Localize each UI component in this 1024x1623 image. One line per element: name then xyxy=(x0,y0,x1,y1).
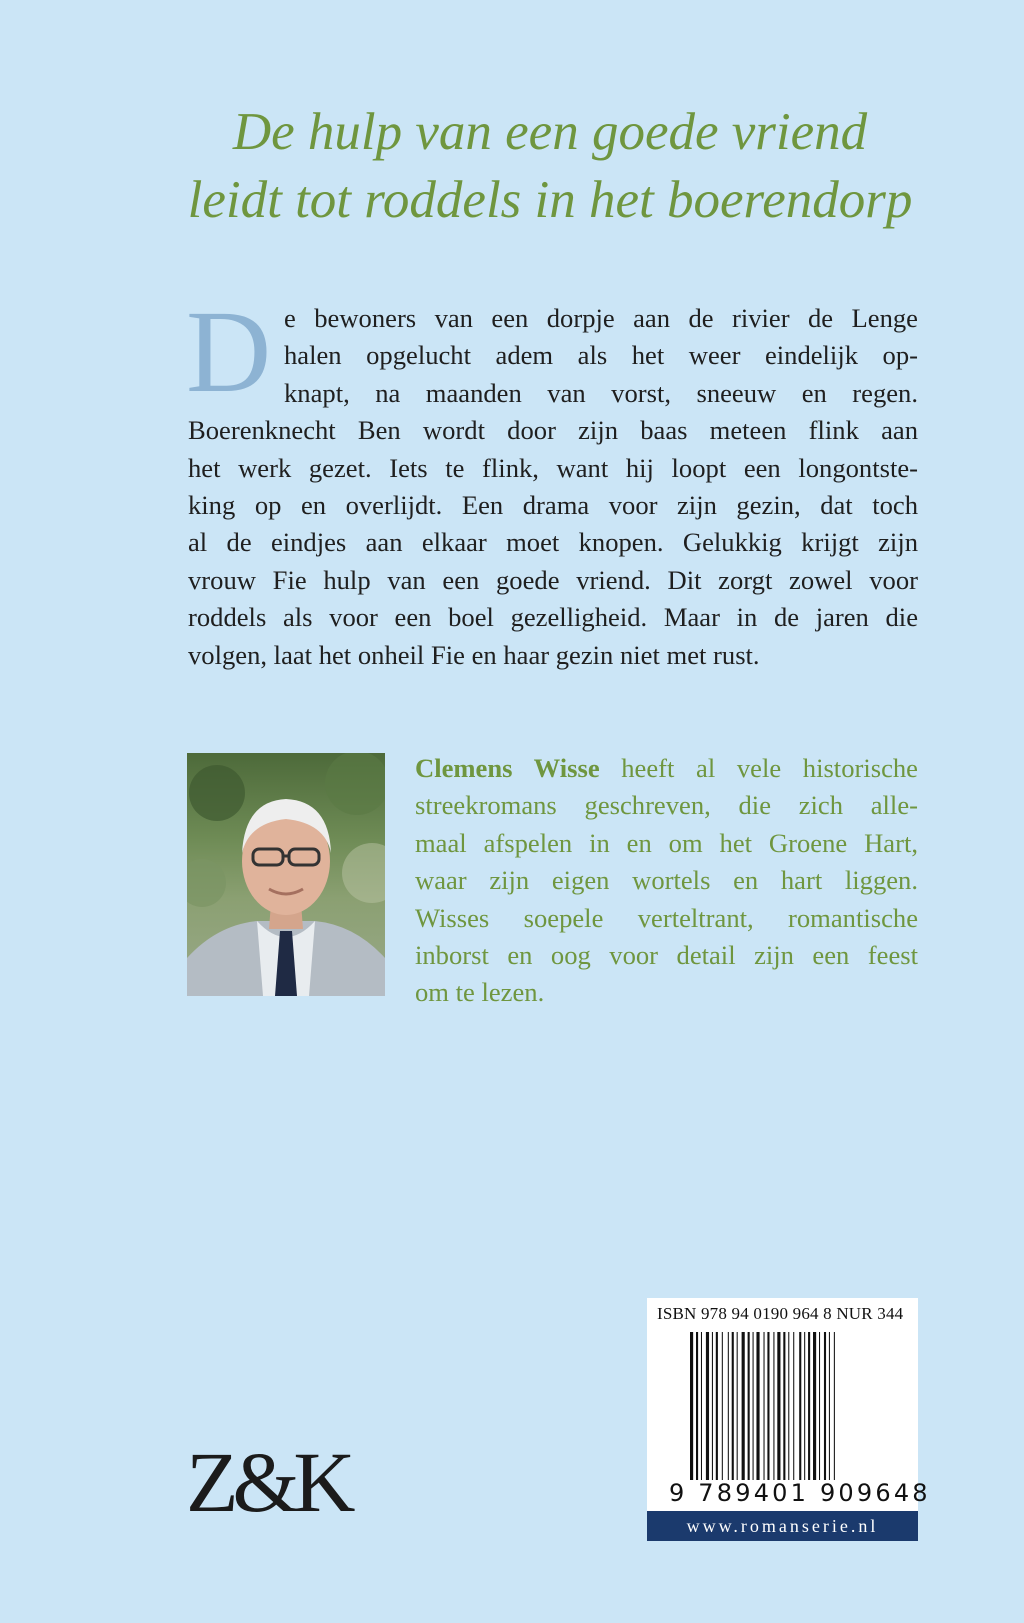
bio-first-line-rest: heeft al vele historische xyxy=(599,753,918,783)
blurb-line: king op en overlijdt. Een drama voor zijn gezin, dat toch xyxy=(188,489,918,520)
blurb-line: roddels als voor een boel gezelligheid. Maar in de jaren die xyxy=(188,602,918,633)
barcode-bar xyxy=(834,1332,835,1480)
barcode-bar xyxy=(732,1332,734,1480)
barcode-bar xyxy=(748,1332,750,1480)
barcode-bar xyxy=(808,1332,810,1480)
barcode-bar xyxy=(690,1332,693,1480)
barcode-bar xyxy=(764,1332,765,1480)
blurb xyxy=(186,286,918,674)
publisher-logo: Z&K xyxy=(186,1434,350,1530)
barcode-bar xyxy=(701,1332,702,1480)
barcode-bar xyxy=(773,1332,774,1480)
blurb-line: e bewoners van een dorpje aan de rivier de Lenge xyxy=(284,303,918,333)
blurb-line: het werk gezet. Iets te flink, want hij loopt een longontste- xyxy=(188,452,918,483)
tagline-line-2: leidt tot roddels in het boerendorp xyxy=(187,171,913,229)
barcode-bar xyxy=(813,1332,816,1480)
barcode-bar xyxy=(804,1332,805,1480)
isbn-label: ISBN 978 94 0190 964 8 NUR 344 xyxy=(657,1304,904,1323)
barcode-bar xyxy=(799,1332,801,1480)
barcode-bar xyxy=(753,1332,754,1480)
author-portrait-illustration xyxy=(187,753,385,996)
barcode-bar xyxy=(783,1332,785,1480)
barcode-box xyxy=(647,1298,931,1541)
dropcap: D xyxy=(186,286,272,417)
barcode-bar xyxy=(767,1332,769,1480)
barcode-bar xyxy=(706,1332,709,1480)
barcode-bar xyxy=(824,1332,826,1480)
barcode-bar xyxy=(737,1332,738,1480)
bio-line: waar zijn eigen wortels en hart liggen. xyxy=(415,865,918,896)
barcode-bar xyxy=(716,1332,718,1480)
barcode-bar xyxy=(712,1332,713,1480)
blurb-line: al de eindjes aan elkaar moet knopen. Gelukkig krijgt zijn xyxy=(188,527,918,558)
tagline-line-1: De hulp van een goede vriend xyxy=(232,103,868,161)
barcode-bar xyxy=(722,1332,723,1480)
author-photo xyxy=(187,753,385,996)
bio-line: maal afspelen in en om het Groene Hart, xyxy=(415,827,918,858)
barcode-icon xyxy=(690,1332,880,1480)
author-name: Clemens Wisse xyxy=(415,753,600,783)
author-bio xyxy=(415,750,918,1012)
barcode-bar xyxy=(742,1332,745,1480)
bio-line: om te lezen. xyxy=(415,977,545,1008)
bio-line: inborst en oog voor detail zijn een feest xyxy=(415,939,918,970)
barcode-bar xyxy=(728,1332,729,1480)
barcode-bar xyxy=(696,1332,698,1480)
tagline xyxy=(150,98,950,234)
barcode-digits: 9 789401 909648 xyxy=(669,1479,931,1507)
barcode-bar xyxy=(777,1332,780,1480)
barcode-bar xyxy=(788,1332,789,1480)
blurb-line: Boerenknecht Ben wordt door zijn baas meteen flink aan xyxy=(188,415,918,446)
bio-line: streekromans geschreven, die zich alle- xyxy=(415,790,918,821)
blurb-line: knapt, na maanden van vorst, sneeuw en regen. xyxy=(284,377,918,408)
bio-line: Wisses soepele verteltrant, romantische xyxy=(415,902,918,933)
barcode-bar xyxy=(793,1332,794,1480)
barcode-bar xyxy=(756,1332,759,1480)
blurb-line: vrouw Fie hulp van een goede vriend. Dit zorgt zowel voor xyxy=(188,564,918,595)
blurb-line: volgen, laat het onheil Fie en haar gezin niet met rust. xyxy=(188,639,760,670)
barcode-bar xyxy=(829,1332,830,1480)
barcode-bar xyxy=(819,1332,820,1480)
website-band: www.romanserie.nl xyxy=(647,1511,918,1541)
bio-line xyxy=(415,750,918,787)
blurb-line: halen opgelucht adem als het weer eindelijk op- xyxy=(284,340,918,371)
